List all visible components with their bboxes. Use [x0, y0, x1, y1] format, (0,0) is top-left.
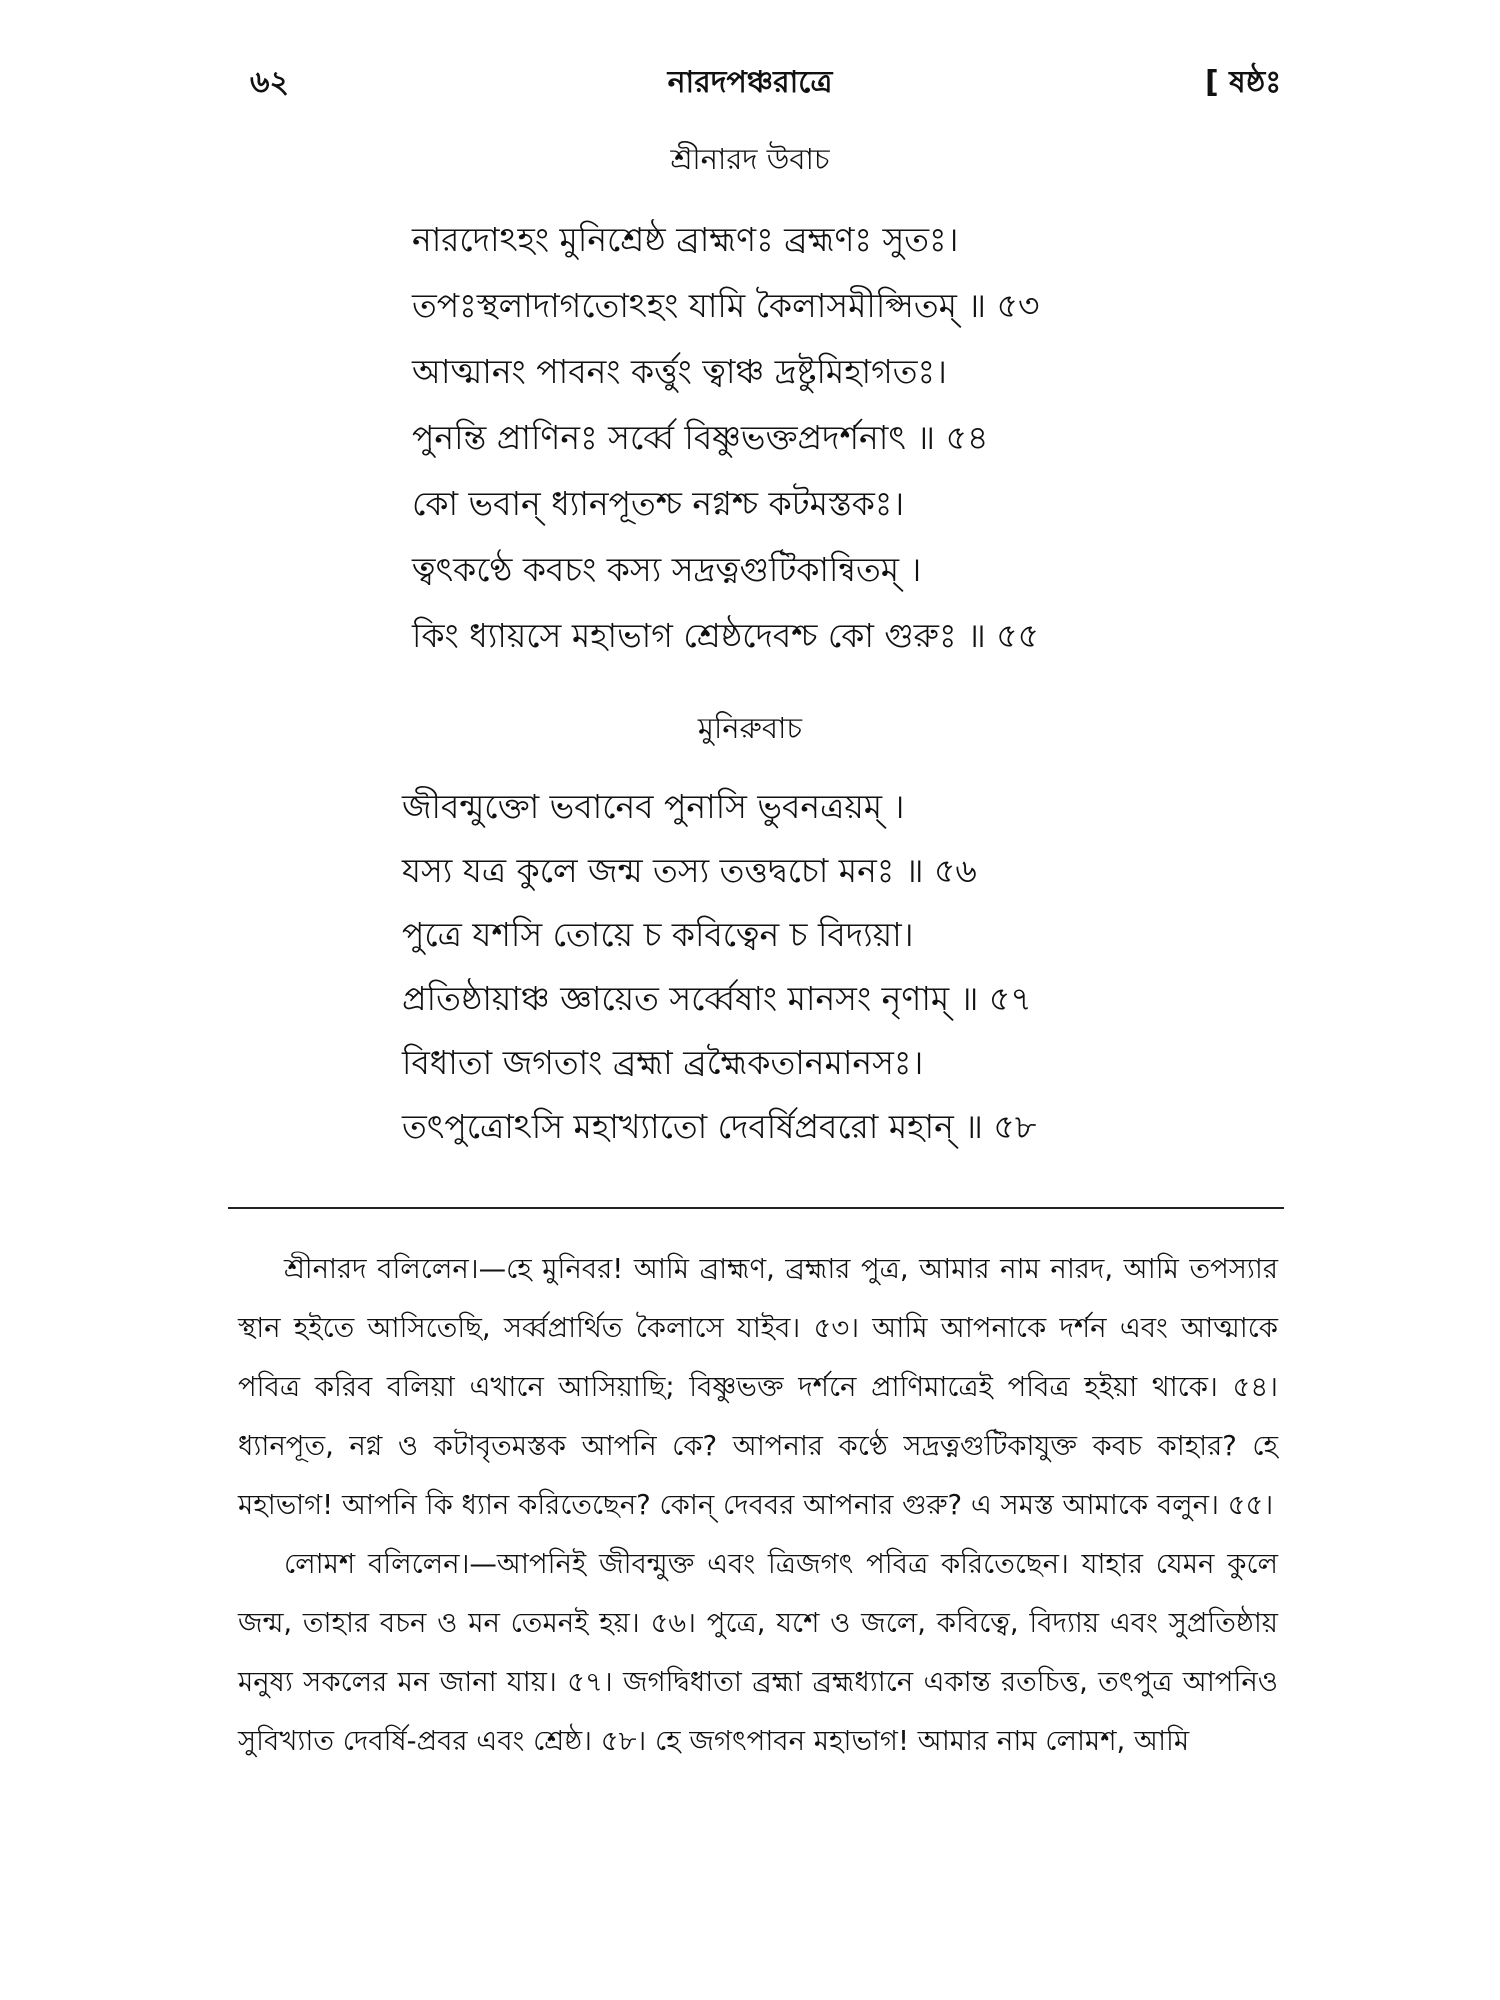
verse-line: জীবন্মুক্তো ভবানেব পুনাসি ভুবনত্রয়ম্ ।: [402, 787, 905, 826]
verse-line: তপঃস্থলাদাগতোঽহং যামি কৈলাসমীপ্সিতম্ ॥ ৫৩: [412, 286, 1040, 325]
verse-line: যস্য যত্র কুলে জন্ম তস্য তত্তদ্বচো মনঃ ॥ ৫৬: [402, 851, 977, 890]
verse-line: কিং ধ্যায়সে মহাভাগ শ্রেষ্ঠদেবশ্চ কো গুরুঃ ॥ ৫৫: [412, 616, 1040, 655]
verse-line: কো ভবান্ ধ্যানপূতশ্চ নগ্নশ্চ কটমস্তকঃ।: [412, 484, 905, 523]
translation-paragraph: লোমশ বলিলেন।—আপনিই জীবন্মুক্ত এবং ত্রিজগৎ পবিত্র করিতেছেন। যাহার যেমন কুলে জন্ম, তাহার বচন ও মন তেমনই হয়। ৫৬। পুত্রে, যশে ও জলে, কবিত্বে, বিদ্যায় এবং সুপ্রতিষ্ঠায় মনুষ্য সকলের মন জানা যায়। ৫৭। জগদ্বিধাতা ব্রহ্মা ব্রহ্মধ্যানে একান্ত রতচিত্ত, তৎপুত্র আপনিও সুবিখ্যাত দেবর্ষি-প্রবর এবং শ্রেষ্ঠ। ৫৮। হে জগৎপাবন মহাভাগ! আমার নাম লোমশ, আমি: [238, 1548, 1278, 1757]
verse-line: প্রতিষ্ঠায়াঞ্চ জ্ঞায়েত সর্ব্বেষাং মানসং নৃণাম্ ॥ ৫৭: [402, 979, 1032, 1018]
verse-line: আত্মানং পাবনং কর্ত্তুং ত্বাঞ্চ দ্রষ্টুমিহাগতঃ।: [412, 352, 947, 391]
verse-line: বিধাতা জগতাং ব্রহ্মা ব্রহ্মৈকতানমানসঃ।: [402, 1043, 924, 1082]
translation-text: [238, 1240, 1278, 1771]
running-title: নারদপঞ্চরাত্রে: [667, 65, 833, 100]
page-number: ৬২: [250, 65, 290, 100]
verse-line: তৎপুত্রোঽসি মহাখ্যাতো দেবর্ষিপ্রবরো মহান্ ॥ ৫৮: [402, 1107, 1037, 1146]
verse-block-narada: [412, 207, 1039, 669]
chapter-marker: [ ষষ্ঠঃ: [1205, 65, 1282, 100]
speaker-heading-narada: শ্রীনারদ উবাচ: [670, 142, 830, 176]
verse-line: ত্বৎকণ্ঠে কবচং কস্য সদ্রত্নগুটিকান্বিতম্ ।: [412, 550, 922, 589]
translation-paragraph: শ্রীনারদ বলিলেন।—হে মুনিবর! আমি ব্রাহ্মণ, ব্রহ্মার পুত্র, আমার নাম নারদ, আমি তপস্যার স্থান হইতে আসিতেছি, সর্ব্বপ্রার্থিত কৈলাসে যাইব। ৫৩। আমি আপনাকে দর্শন এবং আত্মাকে পবিত্র করিব বলিয়া এখানে আসিয়াছি; বিষ্ণুভক্ত দর্শনে প্রাণিমাত্রেই পবিত্র হইয়া থাকে। ৫৪। ধ্যানপূত, নগ্ন ও কটাবৃতমস্তক আপনি কে? আপনার কণ্ঠে সদ্রত্নগুটিকাযুক্ত কবচ কাহার? হে মহাভাগ! আপনি কি ধ্যান করিতেছেন? কোন্ দেববর আপনার গুরু? এ সমস্ত আমাকে বলুন। ৫৫।: [238, 1253, 1278, 1521]
speaker-heading-muni: মুনিরুবাচ: [697, 711, 803, 745]
section-divider: [228, 1207, 1284, 1209]
verse-line: পুনন্তি প্রাণিনঃ সর্ব্বে বিষ্ণুভক্তপ্রদর্শনাৎ ॥ ৫৪: [412, 418, 989, 457]
verse-block-muni: [402, 775, 1036, 1159]
verse-line: নারদোঽহং মুনিশ্রেষ্ঠ ব্রাহ্মণঃ ব্রহ্মণঃ সুতঃ।: [412, 220, 959, 259]
verse-line: পুত্রে যশসি তোয়ে চ কবিত্বেন চ বিদ্যয়া।: [402, 915, 914, 954]
